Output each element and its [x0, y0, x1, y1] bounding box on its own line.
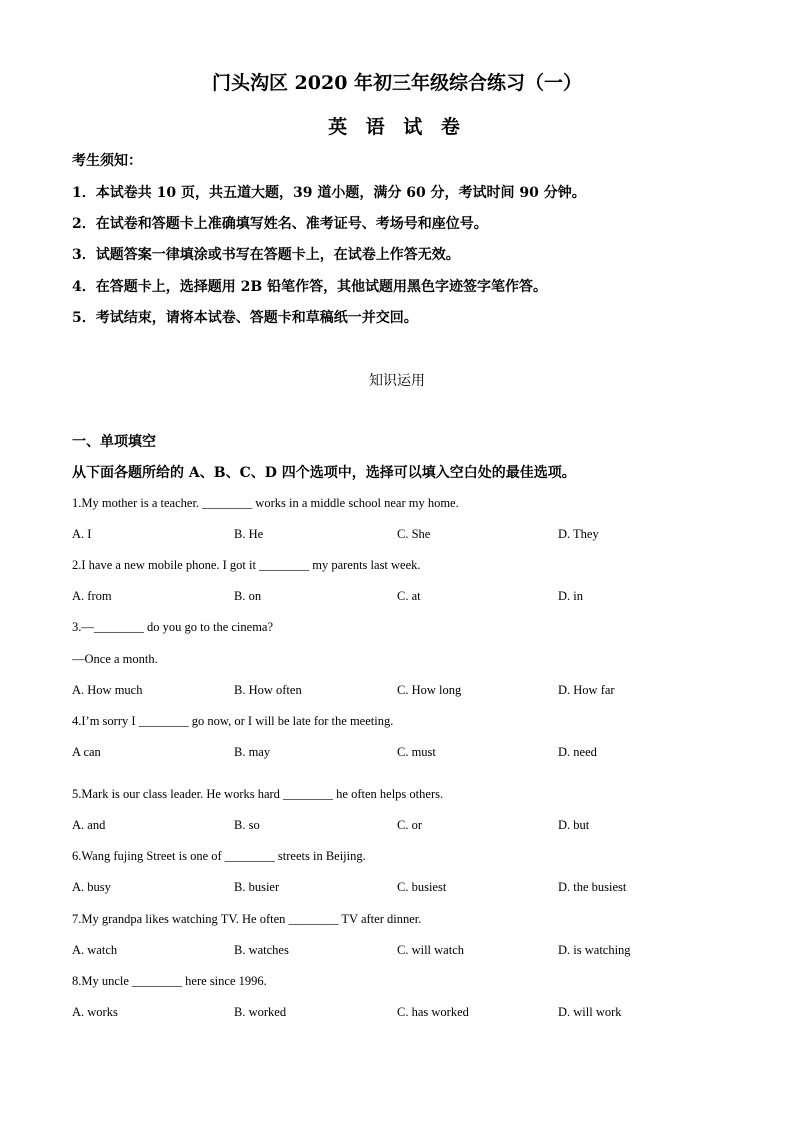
question-stem: 1.My mother is a teacher. ________ works in a middle school near my home.: [72, 496, 459, 510]
option-b: B. busier: [234, 880, 280, 894]
option-d: D. They: [558, 527, 599, 541]
option-c: C. She: [397, 527, 431, 541]
notice-item: 3．试题答案一律填涂或书写在答题卡上，在试卷上作答无效。: [72, 247, 460, 263]
option-c: C. busiest: [397, 880, 447, 894]
question-stem: 5.Mark is our class leader. He works hard ________ he often helps others.: [72, 787, 444, 801]
option-c: C. must: [397, 745, 436, 759]
option-b: B. worked: [234, 1005, 287, 1019]
option-a: A can: [72, 745, 101, 759]
option-b: B. may: [234, 745, 271, 759]
question-stem: 8.My uncle ________ here since 1996.: [72, 974, 267, 988]
option-c: C. or: [397, 818, 422, 832]
option-c: C. will watch: [397, 943, 465, 957]
question-stem: 7.My grandpa likes watching TV. He often ________ TV after dinner.: [72, 912, 422, 926]
question-stem: 3.—________ do you go to the cinema?: [72, 620, 274, 634]
option-d: D. but: [558, 818, 590, 832]
option-d: D. is watching: [558, 943, 631, 957]
option-a: A. works: [72, 1005, 118, 1019]
option-a: A. and: [72, 818, 106, 832]
option-b: B. How often: [234, 683, 302, 697]
option-d: D. need: [558, 745, 597, 759]
question-stem: 6.Wang fujing Street is one of ________ streets in Beijing.: [72, 849, 366, 863]
option-d: D. the busiest: [558, 880, 627, 894]
option-b: B. so: [234, 818, 260, 832]
notice-item: 5．考试结束，请将本试卷、答题卡和草稿纸一并交回。: [72, 310, 418, 326]
part-title: 一、单项填空: [72, 434, 156, 450]
option-a: A. I: [72, 527, 92, 541]
notice-item: 4．在答题卡上，选择题用 2B 铅笔作答，其他试题用黑色字迹签字笔作答。: [72, 279, 548, 295]
option-c: C. at: [397, 589, 421, 603]
option-d: D. in: [558, 589, 583, 603]
option-c: C. has worked: [397, 1005, 469, 1019]
question-stem: 4.I’m sorry I ________ go now, or I will be late for the meeting.: [72, 714, 394, 728]
notice-label: 考生须知：: [72, 153, 142, 169]
option-d: D. will work: [558, 1005, 622, 1019]
option-a: A. from: [72, 589, 112, 603]
option-d: D. How far: [558, 683, 615, 697]
question-reply: —Once a month.: [72, 652, 158, 666]
section-title: 知识运用: [369, 373, 425, 389]
option-b: B. watches: [234, 943, 289, 957]
notice-item: 1．本试卷共 10 页，共五道大题，39 道小题，满分 60 分，考试时间 90 分钟。: [72, 185, 586, 201]
option-a: A. watch: [72, 943, 118, 957]
instruction-text: 从下面各题所给的 A、B、C、D 四个选项中，选择可以填入空白处的最佳选项。: [72, 465, 576, 481]
exam-title: 门头沟区 2020 年初三年级综合练习（一）: [211, 72, 583, 94]
option-b: B. on: [234, 589, 262, 603]
question-stem: 2.I have a new mobile phone. I got it ________ my parents last week.: [72, 558, 421, 572]
option-c: C. How long: [397, 683, 462, 697]
exam-subtitle: 英 语 试 卷: [328, 116, 466, 138]
notice-item: 2．在试卷和答题卡上准确填写姓名、准考证号、考场号和座位号。: [72, 216, 488, 232]
option-a: A. busy: [72, 880, 111, 894]
option-b: B. He: [234, 527, 264, 541]
option-a: A. How much: [72, 683, 143, 697]
